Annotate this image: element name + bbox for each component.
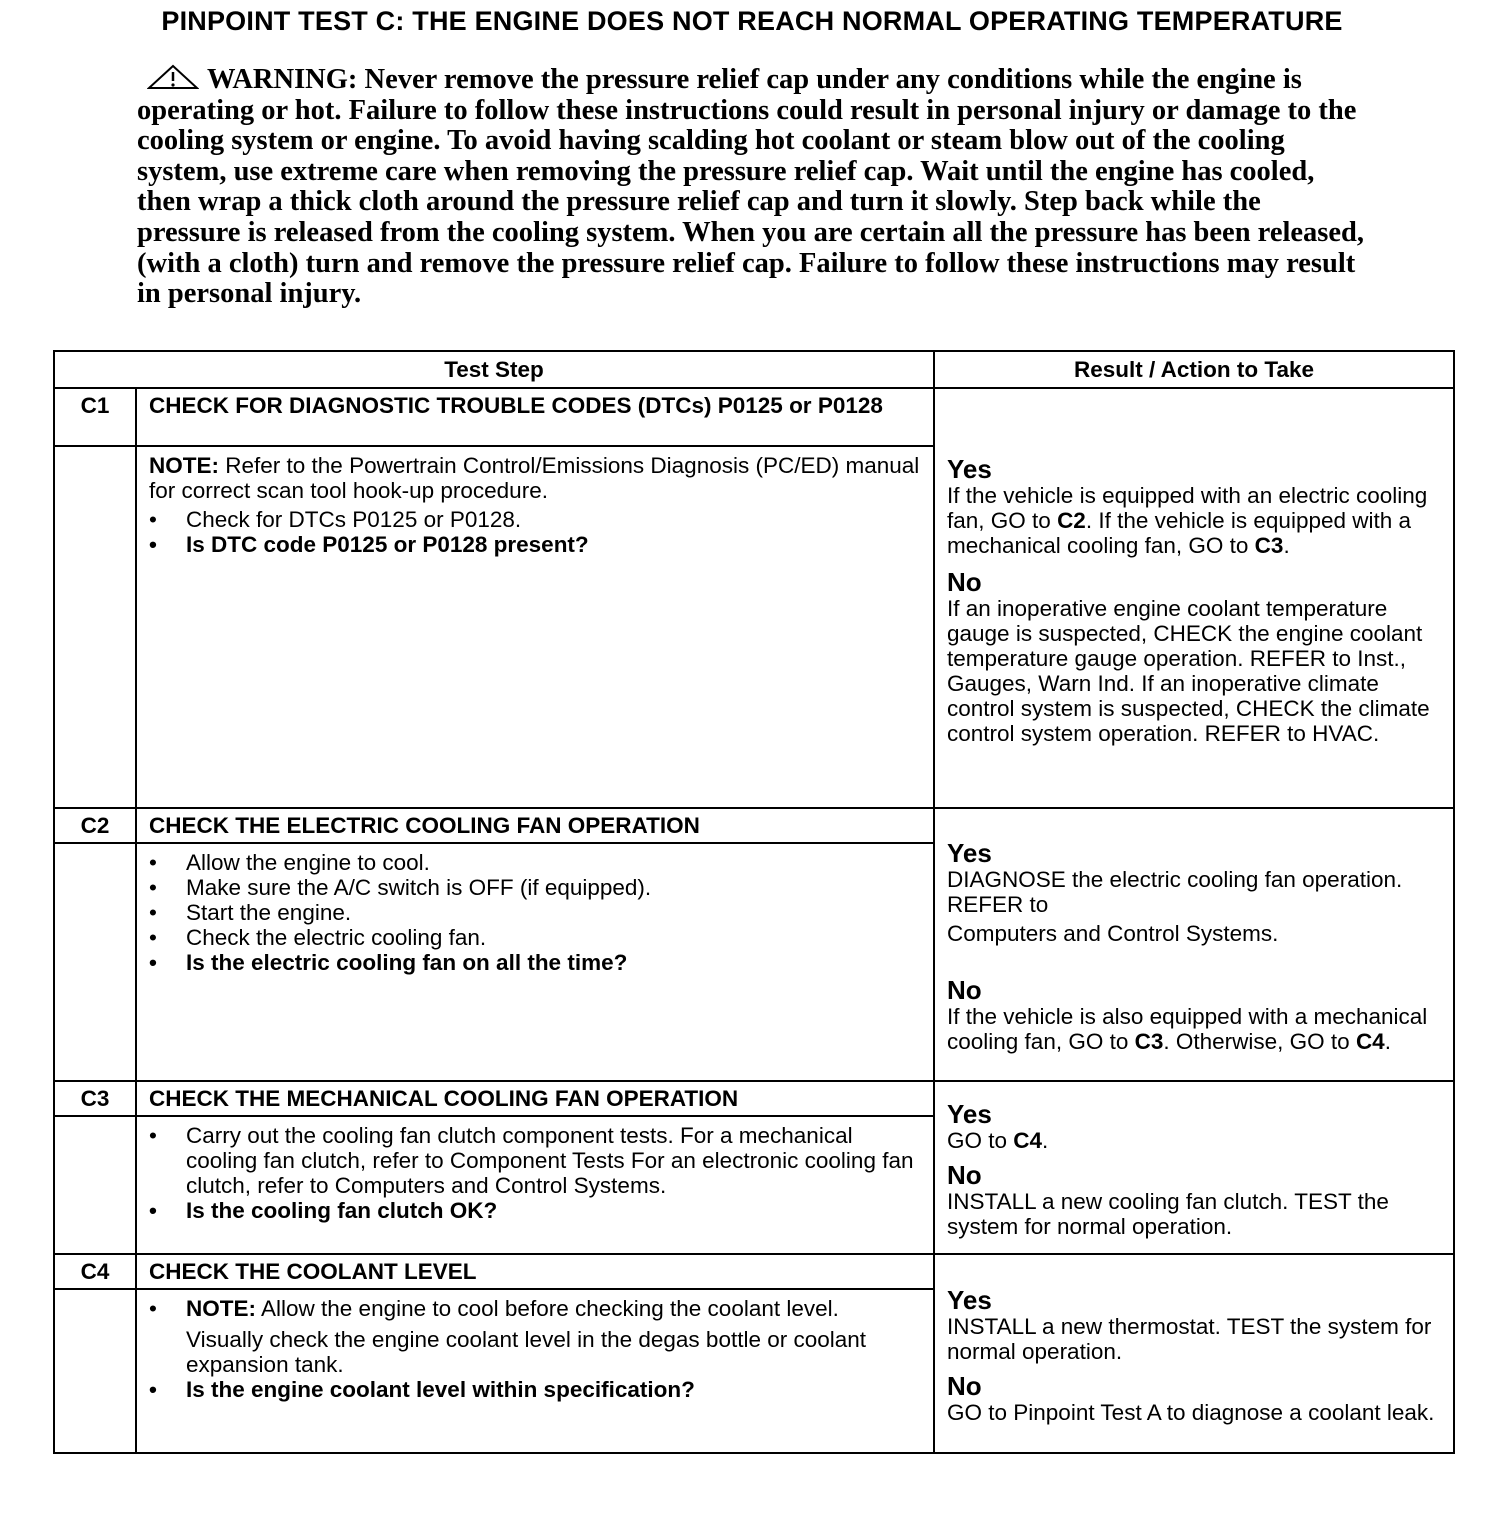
step-result	[934, 1081, 1454, 1254]
table-row	[54, 808, 1454, 843]
warning-text: WARNING: Never remove the pressure relief cap under any conditions while the engine is operating or hot. Failure to follow these instructions could result in personal injury or damage to the cooling system or engine. To avoid having scalding hot coolant or steam blow out of the cooling system, use extreme care when removing the pressure relief cap. Wait until the engine has cooled, then wrap a thick cloth around the pressure relief cap and turn it slowly. Step back while the pressure is released from the cooling system. When you are certain all the pressure has been released, (with a cloth) turn and remove the pressure relief cap. Failure to follow these instructions may result in personal injury.	[137, 64, 1365, 310]
yes-action: If the vehicle is equipped with an electric cooling fan, GO to C2. If the vehicle is equipped with a mechanical cooling fan, GO to C3.	[947, 482, 1428, 558]
step-id-spacer	[54, 446, 136, 808]
step-id: C1	[54, 388, 136, 446]
list-item: • Start the engine.	[149, 900, 923, 925]
warning-block	[137, 64, 1367, 310]
yes-label: Yes	[947, 1285, 992, 1315]
table-header-row	[54, 351, 1454, 388]
list-item: • Make sure the A/C switch is OFF (if equipped).	[149, 875, 923, 900]
warning-triangle-icon	[147, 64, 199, 90]
step-id: C4	[54, 1254, 136, 1289]
list-item: • Check for DTCs P0125 or P0128.	[149, 507, 923, 532]
yes-action: INSTALL a new thermostat. TEST the system for normal operation.	[947, 1314, 1432, 1364]
step-question: • Is the electric cooling fan on all the time?	[149, 950, 923, 975]
step-heading: CHECK FOR DIAGNOSTIC TROUBLE CODES (DTCs) P0125 or P0128	[136, 388, 934, 446]
step-id-spacer	[54, 843, 136, 1081]
yes-action: GO to C4.	[947, 1128, 1049, 1153]
step-heading: CHECK THE ELECTRIC COOLING FAN OPERATION	[136, 808, 934, 843]
list-item: • Allow the engine to cool.	[149, 850, 923, 875]
step-id: C3	[54, 1081, 136, 1116]
step-body	[136, 446, 934, 808]
step-question: • Is the cooling fan clutch OK?	[149, 1198, 923, 1223]
step-id-spacer	[54, 1116, 136, 1254]
list-item: • Check the electric cooling fan.	[149, 925, 923, 950]
step-body	[136, 1116, 934, 1254]
yes-label: Yes	[947, 453, 992, 484]
no-label: No	[947, 1371, 982, 1401]
no-action: INSTALL a new cooling fan clutch. TEST the system for normal operation.	[947, 1189, 1389, 1239]
list-item: • Carry out the cooling fan clutch component tests. For a mechanical cooling fan clutch, refer to Component Tests For an electronic cooling fan clutch, refer to Computers and Control Systems.	[149, 1123, 923, 1198]
yes-action-ref: Computers and Control Systems.	[947, 921, 1279, 946]
no-label: No	[947, 566, 982, 597]
step-body	[136, 843, 934, 1081]
step-question: • Is the engine coolant level within specification?	[149, 1377, 923, 1402]
step-result	[934, 808, 1454, 1081]
test-step-header: Test Step	[54, 351, 934, 388]
yes-label: Yes	[947, 1099, 992, 1129]
no-label: No	[947, 1160, 982, 1190]
step-question: • Is DTC code P0125 or P0128 present?	[149, 532, 923, 557]
step-id-spacer	[54, 1289, 136, 1453]
result-header: Result / Action to Take	[934, 351, 1454, 388]
step-id: C2	[54, 808, 136, 843]
step-note: NOTE: Refer to the Powertrain Control/Emissions Diagnosis (PC/ED) manual for correct scan tool hook-up procedure.	[149, 453, 920, 503]
step-note-continued: Visually check the engine coolant level in the degas bottle or coolant expansion tank.	[186, 1327, 867, 1377]
step-result	[934, 1254, 1454, 1453]
yes-label: Yes	[947, 838, 992, 868]
no-action: If an inoperative engine coolant temperature gauge is suspected, CHECK the engine coolant temperature gauge operation. REFER to Inst., Gauges, Warn Ind. If an inoperative climate control system is suspected, CHECK the climate control system operation. REFER to HVAC.	[947, 595, 1430, 746]
no-label: No	[947, 975, 982, 1005]
page-title: PINPOINT TEST C: THE ENGINE DOES NOT REACH NORMAL OPERATING TEMPERATURE	[161, 6, 1343, 36]
step-result	[934, 388, 1454, 808]
table-row	[54, 1254, 1454, 1289]
step-heading: CHECK THE COOLANT LEVEL	[136, 1254, 934, 1289]
table-row	[54, 1081, 1454, 1116]
table-row	[54, 388, 1454, 446]
yes-action: DIAGNOSE the electric cooling fan operation. REFER to	[947, 867, 1403, 917]
step-note: • NOTE: Allow the engine to cool before checking the coolant level. Visually check the engine coolant level in the degas bottle or coolant expansion tank.	[149, 1296, 923, 1377]
no-action: If the vehicle is also equipped with a mechanical cooling fan, GO to C3. Otherwise, GO to C4.	[947, 1004, 1428, 1054]
step-body	[136, 1289, 934, 1453]
step-heading: CHECK THE MECHANICAL COOLING FAN OPERATION	[136, 1081, 934, 1116]
no-action: GO to Pinpoint Test A to diagnose a coolant leak.	[947, 1400, 1435, 1425]
pinpoint-test-table	[53, 350, 1455, 1454]
